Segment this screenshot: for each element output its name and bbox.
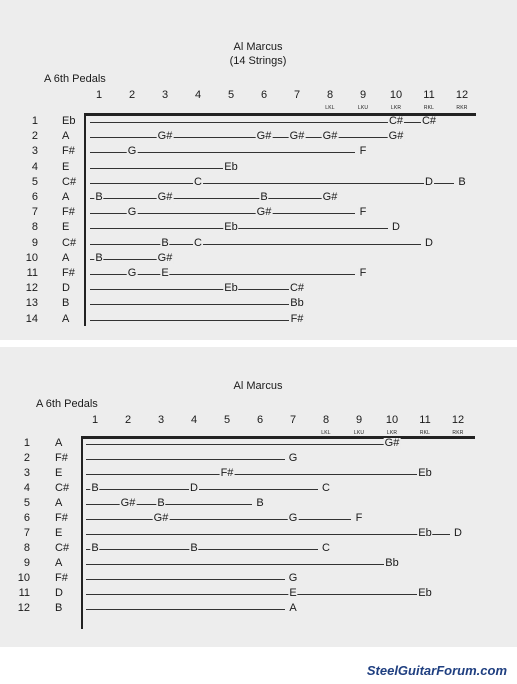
pedal-change-note: F [359,206,367,219]
column-label: LKR [386,430,398,436]
string-line [86,579,285,580]
string-number: 6 [23,512,30,524]
column-number: 12 [455,89,469,101]
string-line [86,474,417,475]
string-number: 1 [23,437,30,449]
string-number: 11 [18,587,30,599]
string-note: B [55,602,63,614]
column-number: 7 [289,414,297,426]
string-note: A [62,130,70,143]
pedal-change-note: Eb [224,160,238,173]
string-number: 4 [31,160,38,173]
pedal-change-note: B [458,175,466,188]
pedal-change-note: C# [421,115,437,127]
column-number: 11 [419,414,431,426]
string-line [90,228,388,229]
column-number: 10 [389,89,403,101]
string-line [90,122,421,123]
column-label: RKR [452,430,464,436]
string-number: 3 [23,467,30,479]
column-number: 11 [423,89,435,101]
pedal-change-note: B [95,191,103,203]
column-number: 4 [194,89,202,101]
string-line [86,534,450,535]
column-label: RKL [419,430,431,436]
string-note: A [62,191,70,203]
pedal-change-note: F# [220,467,234,479]
column-label: LKU [353,430,365,436]
pedal-change-note: G# [157,191,173,203]
string-number: 8 [31,221,38,234]
string-line [90,244,421,245]
string-line [86,489,318,490]
pedal-change-note: C [322,482,330,494]
string-line [86,459,285,460]
column-label: LKL [325,105,335,111]
string-number: 10 [17,572,30,584]
column-number: 3 [157,414,165,426]
pedal-change-note: C [322,542,330,554]
string-number: 7 [23,527,30,539]
string-note: D [55,587,63,599]
column-number: 1 [91,414,99,426]
column-number: 9 [355,414,363,426]
string-number: 10 [25,251,38,264]
string-line [90,320,289,321]
string-line [90,289,289,290]
string-line [86,519,351,520]
pedal-change-note: F# [290,312,304,325]
pedal-change-note: G [127,206,137,219]
pedal-change-note: Eb [418,587,432,599]
column-label: RKR [456,105,468,111]
column-number: 5 [227,89,235,101]
string-note: E [55,527,63,539]
string-line [86,444,384,445]
column-number: 9 [359,89,367,101]
pedal-change-note: G# [289,130,305,143]
pedal-change-note: B [256,497,264,509]
string-number: 3 [31,145,38,158]
site-watermark: SteelGuitarForum.com [366,663,507,678]
column-number: 5 [223,414,231,426]
pedal-change-note: B [190,542,198,554]
string-note: A [55,497,63,509]
string-note: C# [55,482,70,494]
pedal-change-note: D [425,236,433,249]
string-note: F# [62,145,75,158]
pedal-change-note: G# [322,130,338,143]
column-label: RKL [423,105,435,111]
pedal-change-note: Eb [224,221,238,234]
pedal-change-note: B [161,236,169,249]
string-note: C# [62,175,77,188]
string-number: 1 [31,115,38,127]
column-number: 4 [190,414,198,426]
pedal-change-note: Eb [418,467,432,479]
string-number: 14 [25,312,38,325]
chart-title: Al Marcus [233,380,283,392]
pedal-change-note: G [127,267,137,279]
pedal-change-note: G# [322,191,338,203]
tuning-heading: A 6th Pedals [36,398,98,410]
column-number: 8 [322,414,330,426]
pedal-change-note: Bb [385,557,399,569]
pedal-change-note: Eb [418,527,432,539]
string-note: C# [55,542,70,554]
copedent-chart-12-string [0,347,517,647]
pedal-change-note: G [127,145,137,158]
string-note: A [62,251,70,264]
pedal-change-note: B [260,191,268,203]
pedal-change-note: G# [120,497,136,509]
column-label: LKL [321,430,331,436]
pedal-change-note: C [194,175,202,188]
pedal-change-note: B [157,497,165,509]
pedal-change-note: C [194,236,202,249]
column-label: LKR [390,105,402,111]
string-note: E [62,160,70,173]
pedal-change-note: G# [384,437,400,449]
string-line [90,198,322,199]
string-note: B [62,297,70,310]
grid-top-rule [84,113,476,116]
pedal-change-note: G# [157,251,173,264]
string-number: 5 [23,497,30,509]
column-number: 3 [161,89,169,101]
string-note: Eb [62,115,76,127]
string-number: 4 [23,482,30,494]
pedal-change-note: B [91,482,99,494]
string-line [90,183,454,184]
pedal-change-note: G [288,452,298,464]
pedal-change-note: D [190,482,198,494]
string-number: 5 [31,175,38,188]
column-number: 6 [256,414,264,426]
string-number: 13 [25,297,38,310]
pedal-change-note: G# [388,130,404,143]
string-note: A [55,437,63,449]
string-note: A [62,312,70,325]
string-number: 6 [31,191,38,203]
string-note: F# [55,512,68,524]
string-note: F# [62,206,75,219]
copedent-chart-14-string [0,0,517,340]
string-number: 7 [31,206,38,219]
page-gap [0,340,517,347]
pedal-change-note: G# [157,130,173,143]
pedal-change-note: D [425,175,433,188]
pedal-change-note: Bb [290,297,304,310]
string-line [86,564,384,565]
chart-subtitle: (14 Strings) [229,55,287,67]
string-note: C# [62,236,77,249]
string-note: F# [55,452,68,464]
string-note: F# [62,267,75,279]
column-number: 2 [124,414,132,426]
string-number: 12 [25,282,38,295]
string-line [86,609,285,610]
column-number: 6 [260,89,268,101]
column-number: 10 [385,414,399,426]
column-number: 1 [95,89,103,101]
pedal-change-note: G# [256,206,272,219]
column-number: 12 [451,414,465,426]
string-line [90,168,223,169]
string-note: E [55,467,63,479]
pedal-change-note: G [288,572,298,584]
pedal-change-note: A [289,602,297,614]
string-number: 2 [23,452,30,464]
string-number: 8 [23,542,30,554]
pedal-change-note: F [359,145,367,158]
string-number: 2 [31,130,38,143]
grid-left-rule [84,113,86,326]
tuning-heading: A 6th Pedals [44,73,106,85]
string-line [86,594,417,595]
pedal-change-note: C# [388,115,404,127]
pedal-change-note: G# [256,130,272,143]
chart-title: Al Marcus [233,41,283,53]
pedal-change-note: B [91,542,99,554]
pedal-change-note: F [359,267,367,279]
string-line [90,304,289,305]
pedal-change-note: G# [153,512,169,524]
pedal-change-note: E [161,267,169,279]
string-note: A [55,557,63,569]
string-number: 12 [17,602,30,614]
pedal-change-note: Eb [224,282,238,295]
pedal-change-note: C# [289,282,305,295]
string-number: 9 [31,236,38,249]
string-number: 9 [23,557,30,569]
column-number: 2 [128,89,136,101]
string-note: F# [55,572,68,584]
string-note: E [62,221,70,234]
column-number: 8 [326,89,334,101]
pedal-change-note: B [95,251,103,264]
string-number: 11 [26,267,38,279]
string-line [86,504,252,505]
grid-left-rule [81,436,83,629]
grid-top-rule [81,436,475,439]
pedal-change-note: D [392,221,400,234]
pedal-change-note: G [288,512,298,524]
pedal-change-note: E [289,587,297,599]
pedal-change-note: D [454,527,462,539]
column-number: 7 [293,89,301,101]
pedal-change-note: F [355,512,363,524]
column-label: LKU [357,105,369,111]
string-line [90,137,388,138]
string-line [86,549,318,550]
string-note: D [62,282,70,295]
